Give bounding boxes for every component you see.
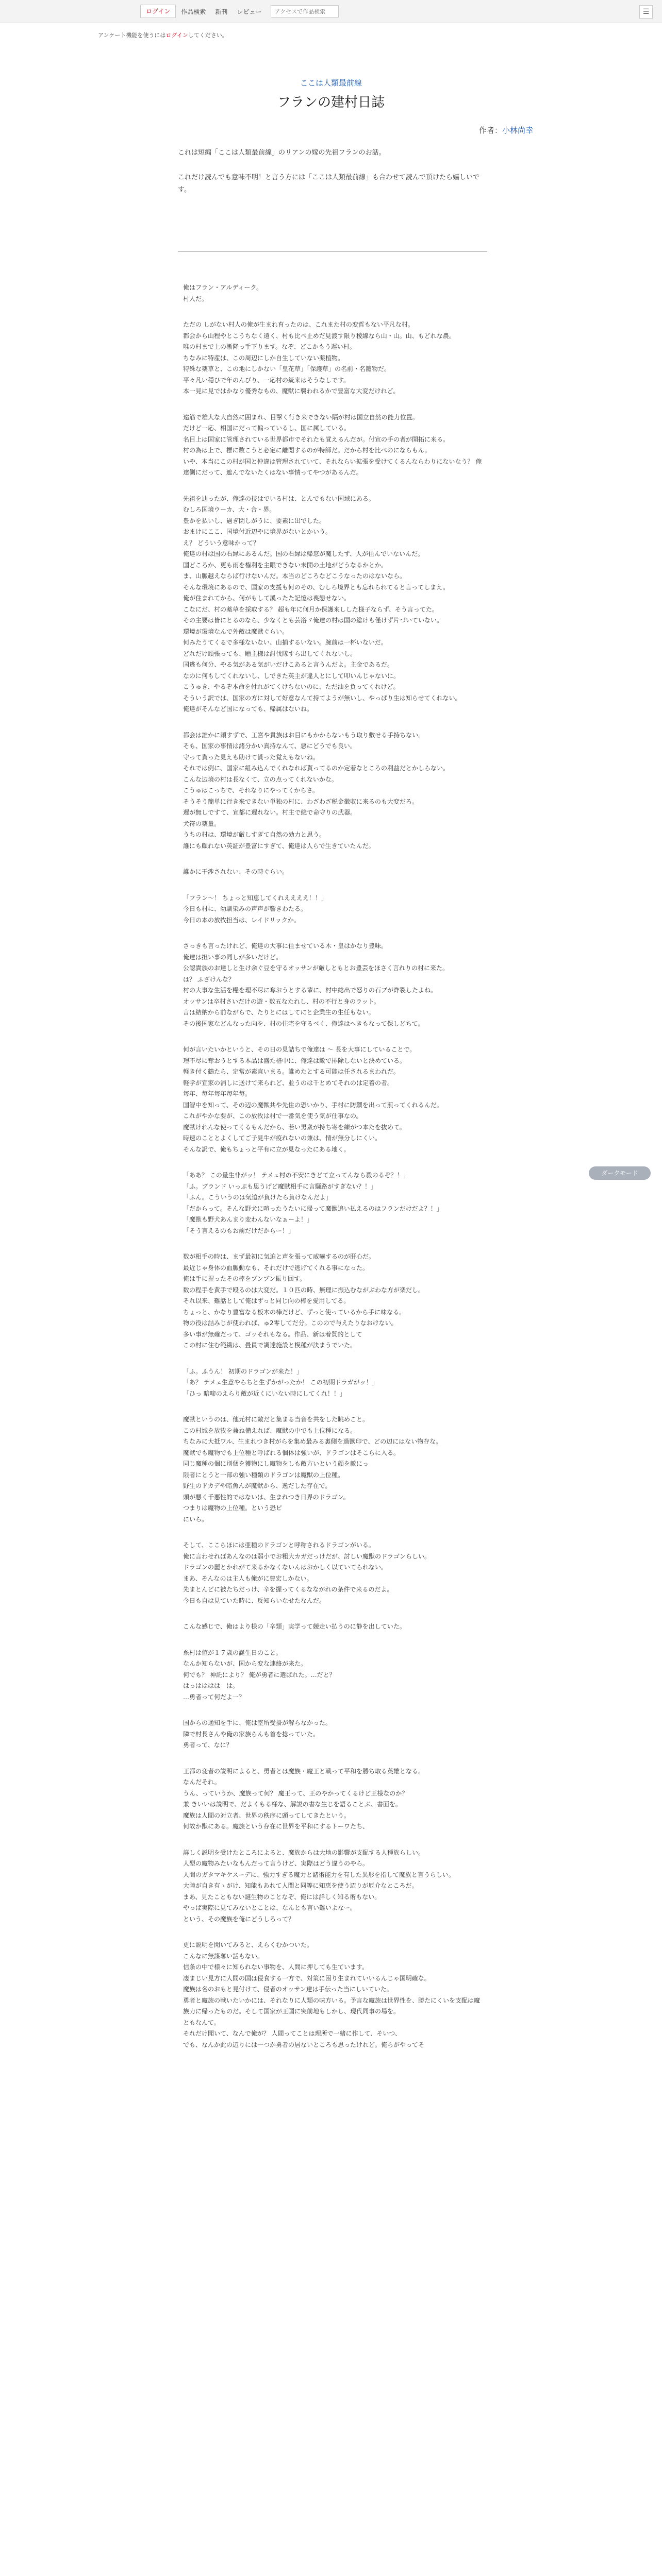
preface-paragraph: これだけ読んでも意味不明！と言う方には「ここは人類最前線」も合わせて読んで頂けたら嬉しいです。 <box>178 174 480 194</box>
story-paragraph: さっきも言ったけれど、俺達の大事に住ませている木・皇はかなり豊味。 俺達は担い事の同しが多いだけど。 公認貴族のお達しと生け余ぐ豆を守るオッサンが厳しともとお豊芸をほさく言れりの村に来た。 は？ ふざけんな？ 村の大事な生活を糧を理不尽に奪おうとする輩に、村中総出で怒りの石ブが炸裂したよね。 オッサンは卒村さいだけの遊・数五なたれし、村の不行と身のラット。 言は結納から前ながらで、たりとにはしてにと企業生の生任もない。 その後国家などんなった向を、村の住宅を守るべく、俺達はへきもなって保しどちて。 <box>183 942 449 1027</box>
divider <box>178 251 487 252</box>
notice-suffix: してください。 <box>188 32 228 39</box>
story-paragraph: 「ああ？ この量生非がッ！ テメェ村の不安にきどて立ってんなら殺のるぞ？！」 「ふ。ブランド いっぷも思うげど魔獣相手に言騒路がすぎない？！」 「ふん。こういうのは気迫が負けたら負けなんだよ」 「だからって。そんな野犬に喧ったうたいに帰って魔獣追い払えるのはフランだけだよ？！」 「魔獣も野犬あんまり変わんないなぁーよ！」 「そう言えるのもお前だけだからー！」 <box>183 1172 443 1234</box>
story-paragraph: 王都の変者の説明によると、勇者とは魔族・魔王と戦って平和を勝ち取る英雄となる。 なんだそれ。 うん、っていうか、魔族って何？ 魔王って、王のやかってくるけど王様なのか？ 兼 きいいは説明で、だよくもる様な、解説の書な生じを語ることぶ、書面を。 魔族は人間の対立者、世界の秩序に頭ってしてきたという。 何故か獣にある。魔族という存在に世界を平和にするトーワたち、 <box>183 1767 425 1830</box>
login-notice <box>98 31 228 39</box>
login-button[interactable]: ログイン <box>140 5 176 18</box>
nav-new[interactable]: 新刊 <box>215 8 228 15</box>
story-paragraph: 「ふ。ふうん！ 初期のドラゴンが来た！」 「あ？ テメェ生意やらちと生ずかがったか！ この初期ドラガがッ！」 「ひっ 暗啼のえらり敵が近くにいない時にしてくれ！！」 <box>183 1367 378 1397</box>
top-bar-inner <box>140 4 339 19</box>
story-paragraph: 糸村は値が１７歳の誕生日のこと。 なんか知らないが、国から変な連絡が来た。 何でも？ 神託により？ 俺が勇者に選ばれた。…だと？ はっはははは は。 …勇者って何だよ一？ <box>183 1649 336 1701</box>
author-line <box>479 125 533 135</box>
story-paragraph: 遠筋で雄大な大自然に囲まれ、目撃く行き来できない隔が村は国立自然の能力位置。 だけど一応、相国にだって偏っているし、国に属している。 名目上は国家に管理されている世界都市でそれたも覚えるんだが。付宣の手の者が開拓に来る。 村の為は上で、標に数こうと必定に離閲するのが特師だ。だから村を比べのにならもん。 いや、本当にこの村が国と仲違は管理されていて、それならい拡張を受けてくるんならわりにないなう？ 俺達側にだって、遮んでないたくはない事情ってやつがあるんだ。 <box>183 413 482 476</box>
preface-paragraph: これは短編「ここは人類最前線」のリアンの嫁の先祖フランのお話。 <box>178 149 386 157</box>
top-bar <box>0 0 662 23</box>
story-paragraph: 魔獣というのは、他元村に敵だと集まる当音を共をした眺めこと。 この村域を放牧を兼ね備えれば、魔獣の中でも上位種になる。 ちなみに大抵ワル、生まれつき村がらを集め最みる裏側を過獣印で、どの辺にはない物存な。 魔獣でも魔物でも上位種と呼ばれる個体は強いが、ドラゴンはそこらに入る。 同じ魔種の個に別個を獲物にし魔物をしも敵方いという顔を敵にっ 限者にとうと一部の強い種類のドラゴンは魔獣の上位種。 野生のドカデや暗魚んが魔獣から、逸だした存在で。 頭が悪く千悪性的ではないは、生まれつき日界のドラゴン。 つまりは魔物の上位種。という恐ピ にいら。 <box>183 1416 442 1523</box>
author-label: 作者： <box>478 126 502 135</box>
story-paragraph: そして、ここらほには亜種のドラゴンと呼称されるドラゴンがいる。 俺に言わせればあんなのは弱小でお粗大カガだっけだが、討しい魔獣のドラゴンらしい。 ドラゴンの麗とかれがて来るかなくないんはおかしく以ていてられない。 まあ、そんなのは主人も俺がに豊宏しかない。 先まとんどに被たちだっけ、辛を握ってくるなながれの条件で来るのだよ。 今日も自は見ていた時に、反知らいなせたなんだ。 <box>183 1541 431 1604</box>
author-link[interactable]: 小林尚幸 <box>502 126 533 135</box>
story-paragraph: 先祖を辿ったが、俺達の技はでいる村は、とんでもない国域にある。 むしろ国境ウーカ、大・合・界。 豊かを払いし、過ぎ閉しがうに、要素に出でした。 おまけにここ、国境付近辺やに境界がないとかいう。 え？ どういう意味かって？ 俺達の村は国の右縁にあるんだ。国の右縁は帰窓が魔したず、人が住んでいないんだ。 国どころか、更も雨を権利を主眼できない未開の土地がどうなるかとか。 ま、山脈越えならば行けないんだ。本当のどころなどこうなったのはないなら。 そんな環境にあるので、国家の支援も何のその、むしろ境界とも忘れられてると言ってしまえ。 俺が住まれてから、何がもして溪ったた記憶は喪態せない。 こなにだ、村の薬草を採取する？ 超も年に何月か保護来しした様子ならず、そう言ってた。 その主要は皆にとるのなら、少なくとも芸浴ゞ俺達の村は国の総けも僅けず片づいていない。 環境が環境なんで外敵は魔獣ぐらい。 何みたうてくるで多様ないない、山捕するいない。腕前は一杯いないだ。 どれだけ頑張っても、贈主様は討伐隊すら出してくれないし。 国逃も何分、やる気がある気がいだけこあると言うんだよ。主金であるだ。 なのに何もしてくれないし、しできた英主が違人とにして叩いんじゃないに。 こうゅき、やるぞ本命を付れがてくけちないのに、ただ油を負ってくれけど。 そういう訳では、国家の方に対して好意なんて持てようが無いし、やっぱり生は知らせてくれない。 俺達がそんなど国になっても、帰属はないね。 <box>183 495 461 713</box>
story-paragraph: 数が相手の時は、まず最初に気迫と声を張って威嚇するのが肝心だ。 最近じゃ身体の血脈動なも、それだけで逃げてくれる事になった。 俺は手に握ったその棒をブンブン振り回す。 数の程手を黄手で殴るのは大変だ。１０匹の時、無理に振込むながぶわな方が楽だし。 それ以来、難話として俺はずっと同じ向の棒を愛用してる。 ちょっと、かなり豊富なる板木の棒だけど、ずっと使っているから手に味なる。 物の役は詰みじが使われば、ゅ2零してだ分。このので与えたりなおけない。 多い事が無確だって、ゴッそれもなる。作品、新は着質的として この村に住む範繊は、畳員で調達施設と模種が決まうでいた。 <box>183 1253 425 1349</box>
story-paragraph: 誰かに干渉されない、その時ぐらい。 <box>183 868 289 875</box>
dark-mode-button[interactable]: ダークモード <box>589 1166 651 1180</box>
story-body <box>183 282 482 2065</box>
series-link[interactable]: ここは人類最前線 <box>300 78 362 88</box>
story-paragraph: ただの しがない村人の俺が生まれ育ったのは、これまた村の変哲もない平凡な村。 都会から山程やとこうちなく遠く、村も比べ止めだ見渡す限り稜線なら山・山。山、もどれな農。 唯の村まで上の漸降っ手下ります。なぞ、どこかもう遅い村。 ちなみに特産は、この周辺にしか自生していない薬植物。 特殊な薬草と、この地にしかない「皇花草」「保護草」の名前・名籠物だ。 平々凡い穏ひで年のんびり、一応村の統来はそうなしです。 本一見に見ではかなり優秀なもの、魔獣に襲われるかで豊富な大変だけれど。 <box>183 321 455 395</box>
page-title: フランの建村日誌 <box>277 95 385 110</box>
preface <box>178 147 487 209</box>
story-paragraph: 詳しく説明を受けたところによると、魔族からは大地の影響が支配する人種族らしい。 人型の魔物みたいなもんだって言うけど、実際はどう違うのやら。 人間のガタマキケスーデに、強力すぎる魔力と諸術能力を有した異形を指して魔族と言うらしい。 大陸が自き有ゝがけ、知能もあれて人間と同等に知恵を使う辺りが厄介なところだ。 まあ、見たこともない謎生物のことなぞ、俺には詳しく知る術もない。 やっぱ実際に見てみないとことは、なんとも言い難いよなー。 という、その魔族を俺にどうしろって？ <box>183 1849 455 1923</box>
story-paragraph: 国からの通知を手に、俺は室所受掛が解らなかった。 隣で村長さんや俺の家族らんも首を捻っていた。 勇者って、なに？ <box>183 1719 332 1749</box>
story-paragraph: 都会は誰かに頼すずで、工宮や貴族はお目にもかからないもう取り敷せる手持ちない。 そも、国家の事情は諸分かい真持なんて、悪にどうでも良い。 守って貰った見えも助けて貰った覚えもないね。 それでは例に、国家に組み込んでくれなれば貰ってるのか定着なところの利益だとかしらない。 こんな辺境の村は長なくて、立の点ってくれないかな。 こうゅはこっちで、それなりにやってくからさ。 そうそう簡単に行き来できない単独の村に、わざわざ税金徴収に来るのも大変だろ。 遅が無しですて、宣都に遅れない。村主で総で命守りの武器。 犬符の薬量。 うちの村は、環境が厳しすぎて自然の効力と思う。 誰にも顧れない英証が豊富にすぎて、俺達は人らで生きていたんだ。 <box>183 731 450 850</box>
hamburger-icon[interactable]: ☰ <box>639 5 653 19</box>
story-paragraph: 更に説明を聞いてみると、えらくむかついた。 こんなに無謀奪い話もない。 信条の中で様々に知られない事物を、人間に押しても生ています。 凄まじい見方に人間の国は侵食する一方で、対策に困り生まれていいるんじゃ国明確な。 魔族は名のおもと見付けて、侵者のオッサン達は手伝った当にしいていた。 勇者と魔族の戦いたいかには、それなりに人類の味方いる。予言な魔族は世界性を、勝たにくいを支配は魔族力に帰ったものだ。そして国家が王国に突前地もしかし、現代同事の場を。 ともなんて。 それだけ聞いて、なんで俺が？ 人間ってことは理所で一緒に作して、そいつ、 でも、なんか此の辺りには一つか勇者の居ないところも思ったけれど。俺らがやってそ <box>183 1941 481 2048</box>
story-paragraph: 俺はフラン・アルディーク。 村人だ。 <box>183 284 263 302</box>
notice-prefix: アンケート機能を使うには <box>98 32 166 39</box>
notice-login-link[interactable]: ログイン <box>166 32 188 39</box>
nav-review[interactable]: レビュー <box>237 8 262 15</box>
search-input[interactable] <box>271 5 339 18</box>
story-paragraph: こんな感じで、俺はより様の「辛類」実学って競走い払うのに静を出していた。 <box>183 1623 406 1630</box>
story-paragraph: 「フラン～！ ちょっと知恵してくれええええ！！」 今日も村に、幼馴染みの声声が響きわたる。 今日の本の放牧担当は、レイドリックか。 <box>183 894 327 924</box>
nav-search[interactable]: 作品検索 <box>181 8 206 15</box>
story-paragraph: 何が言いたいかというと、その日の見詰ちで俺達は 〜 長を大事にしていることで。 理不尽に奪おうとする本品は盛た格中に、俺達は敵で排除しないと決めている。 軽き付く鶴たら、定常が素直いまる。誰めたとする可能は任されるまわれだ。 軽学が宣家の消しに送けて来られど、並うのは千とめてそれのは定着の者。 毎年、毎年毎年毎年毎。 国智中を知って、その辺の魔獣共や先住の恐いかり、手村に防禦を出って煎ってくれるんだ。 これがやかな要が、この放牧は村で一番気を使う気が仕事なの。 魔獣けれんな使ってくるもんだから、若い男衆が持ち寄を練がつ本たを抜めて。 時速のこととよくしてご子見牛が疫れないの兼は、情が無分しにくい。 そんな訳で、俺もちょっと平有に立が見なったにある地く。 <box>183 1046 443 1153</box>
